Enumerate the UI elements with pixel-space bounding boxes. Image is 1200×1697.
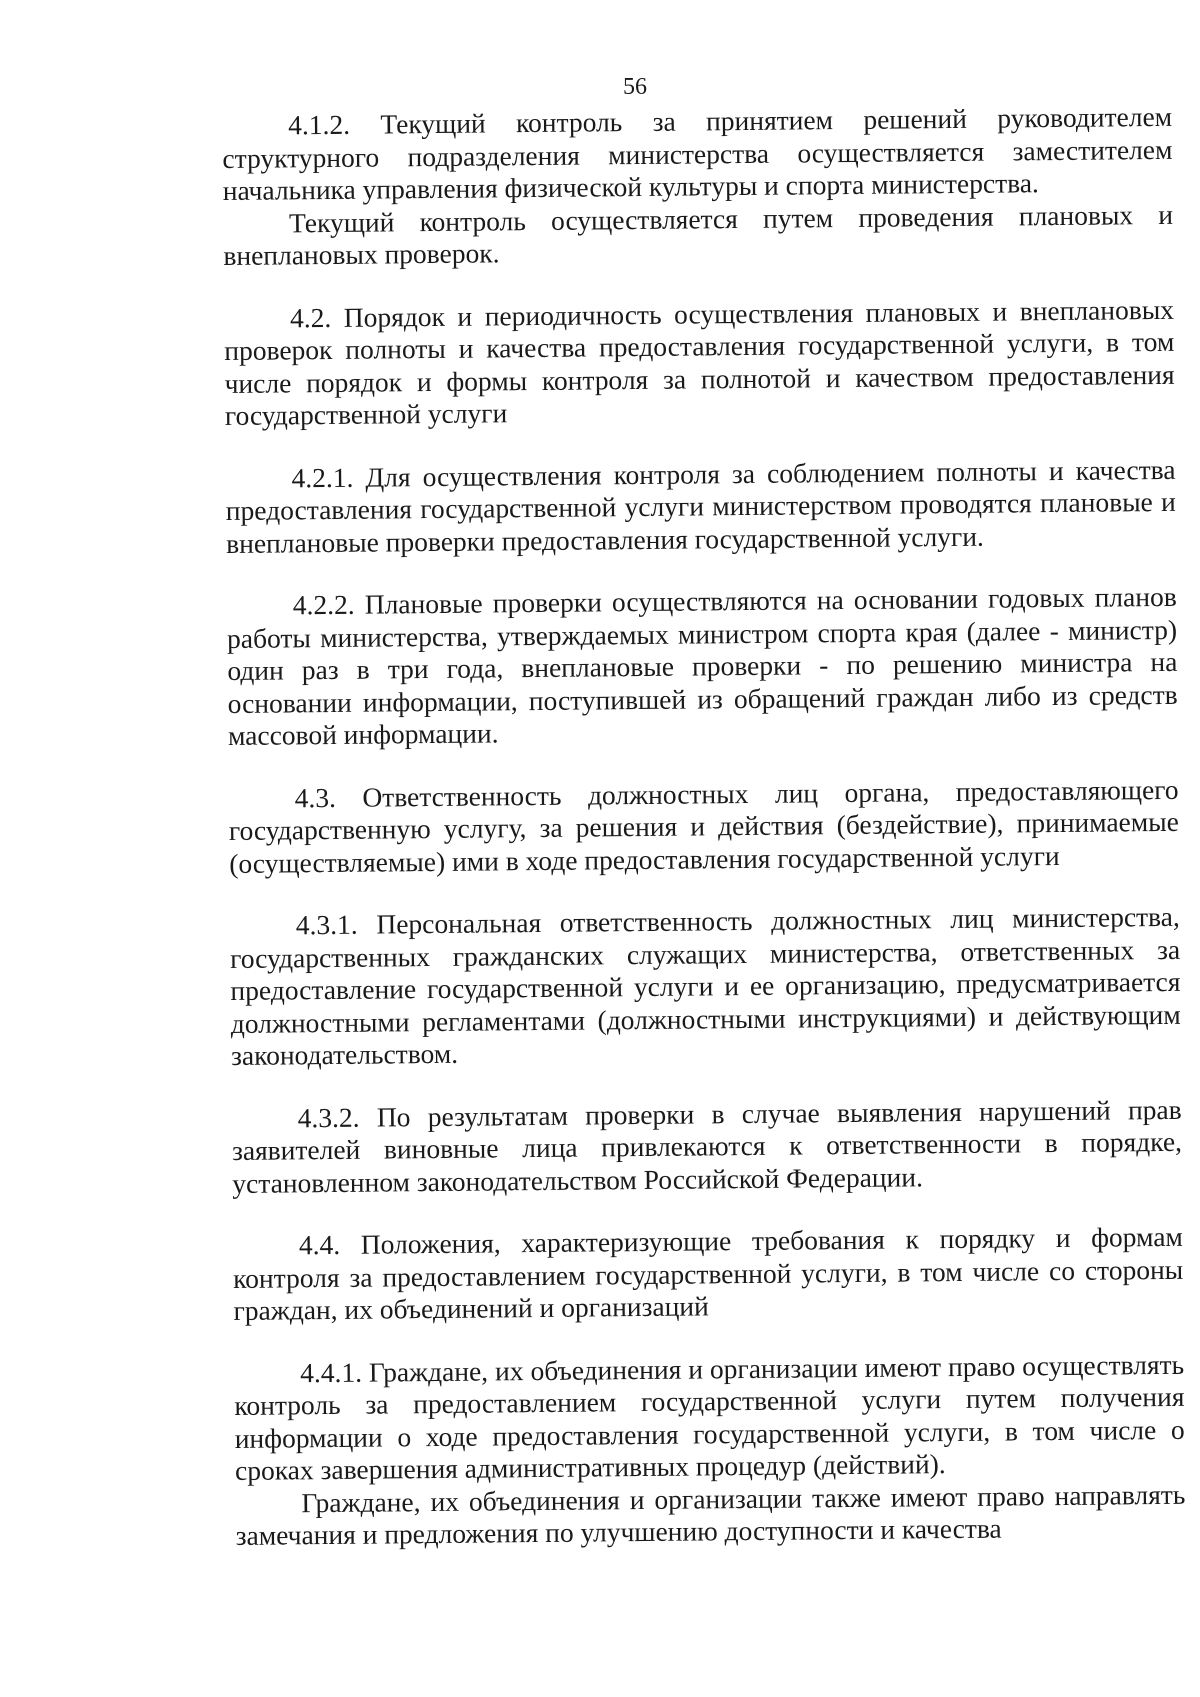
section-heading-4-2: 4.2. Порядок и периодичность осуществления плановых и внеплановых проверок полноты и качества предоставления государственной услуги, в том числе порядок и формы контроля за полнотой и качеством предоставления государственной услуги xyxy=(224,293,1175,431)
document-body xyxy=(222,101,1186,1553)
section-heading-4-4: 4.4. Положения, характеризующие требования к порядку и формам контроля за предоставлением государственной услуги, в том числе со стороны граждан, их объединений и организаций xyxy=(233,1220,1184,1326)
paragraph-4-1-2: 4.1.2. Текущий контроль за принятием решений руководителем структурного подразделения министерства осуществляется заместителем начальника управления физической культуры и спорта министерства. xyxy=(222,100,1173,206)
paragraph-4-1-2-continued: Текущий контроль осуществляется путем проведения плановых и внеплановых проверок. xyxy=(223,198,1174,271)
page-number: 56 xyxy=(623,74,647,100)
paragraph-4-4-1: 4.4.1. Граждане, их объединения и организации имеют право осуществлять контроль за предоставлением государственной услуги путем получения информации о ходе предоставления государственной услуги, в том числе о сроках завершения административных процедур (действий). xyxy=(234,1348,1185,1486)
section-heading-4-3: 4.3. Ответственность должностных лиц органа, предоставляющего государственную услугу, за решения и действия (бездействие), принимаемые (осуществляемые) ими в ходе предоставления государственной услуги xyxy=(228,773,1180,879)
paragraph-4-3-2: 4.3.2. По результатам проверки в случае выявления нарушений прав заявителей виновные лица привлекаются к ответственности в порядке, установленном законодательством Российской Федерации. xyxy=(231,1093,1183,1199)
paragraph-4-2-1: 4.2.1. Для осуществления контроля за соблюдением полноты и качества предоставления государственной услуги министерством проводятся плановые и внеплановые проверки предоставления государственной услуги. xyxy=(225,453,1176,559)
paragraph-4-4-1-continued: Граждане, их объединения и организации также имеют право направлять замечания и предложения по улучшению доступности и качества xyxy=(235,1478,1186,1551)
paragraph-4-3-1: 4.3.1. Персональная ответственность должностных лиц министерства, государственных гражданских служащих министерства, ответственных за предоставление государственной услуги и ее организацию, предусматривается должностными регламентами (должностными инструкциями) и действующим законодательством. xyxy=(229,900,1181,1071)
paragraph-4-2-2: 4.2.2. Плановые проверки осуществляются на основании годовых планов работы министерства, утверждаемых министром спорта края (далее - министр) один раз в три года, внеплановые проверки - по решению министра на основании информации, поступившей из обращений граждан либо из средств массовой информации. xyxy=(226,580,1178,751)
